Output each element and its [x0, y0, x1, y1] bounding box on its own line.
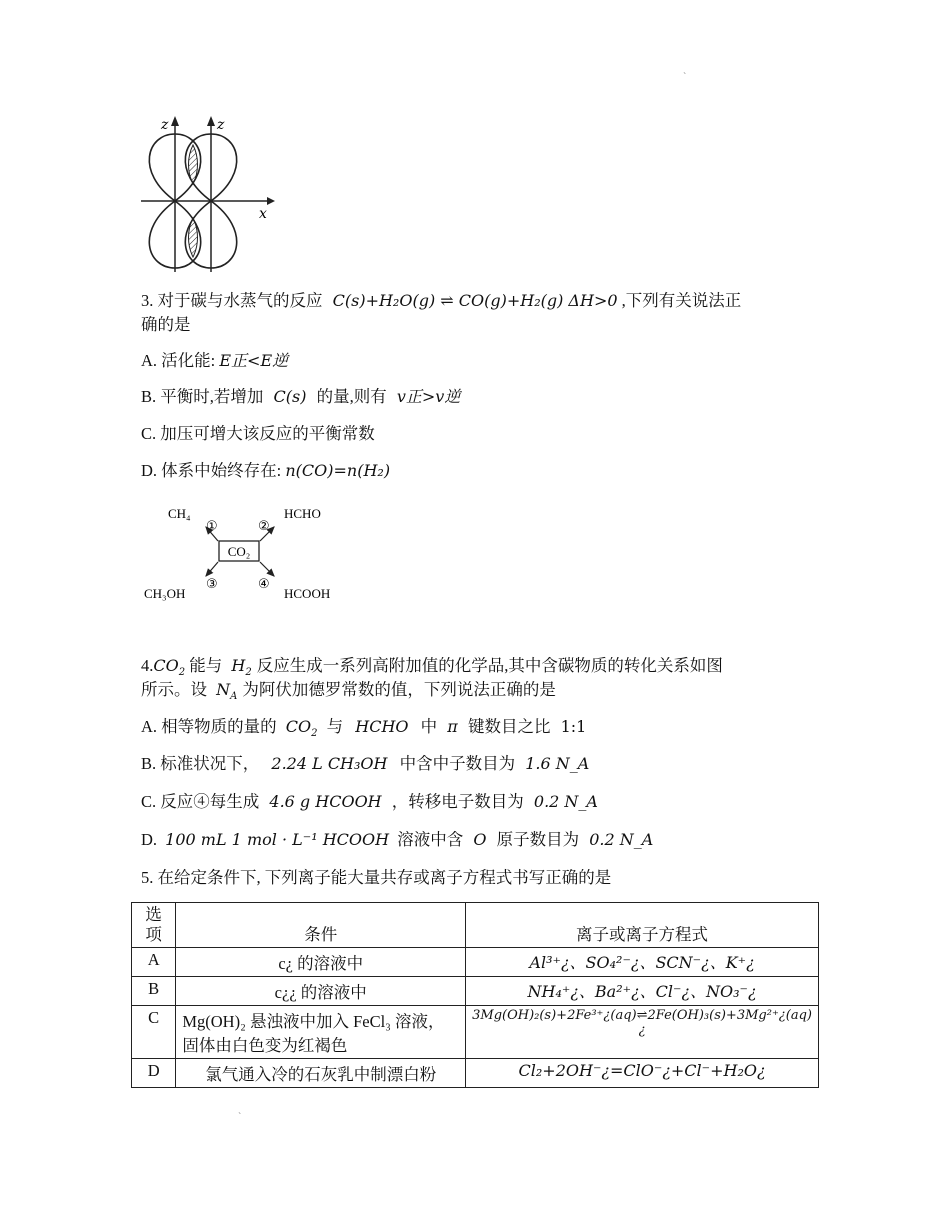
q5-options-table [131, 902, 819, 1088]
q3-option-a: A. 活化能: E正<E逆 [141, 351, 289, 370]
row-ions: Al³⁺¿、SO₄²⁻¿、SCN⁻¿、K⁺¿ [466, 948, 819, 977]
row-option: B [132, 977, 176, 1006]
header-option: 选项 [132, 903, 176, 948]
row-option: C [132, 1006, 176, 1059]
q3-equation: C(s)+H₂O(g) ⇌ CO(g)+H₂(g) ΔH>0 [332, 291, 618, 310]
row-option: A [132, 948, 176, 977]
q3-stem-line2: 确的是 [141, 315, 191, 334]
q4-option-d: D. 100 mL 1 mol · L⁻¹ HCOOH 溶液中含 O 原子数目为 0.2 N_A [141, 830, 654, 849]
ch3oh-label: CH₃OH [144, 586, 186, 601]
q3-option-d: D. 体系中始终存在: n(CO)=n(H₂) [141, 461, 391, 480]
stray-mark: ` [683, 72, 687, 83]
step-2: ② [258, 519, 270, 534]
z-label-right: z [217, 117, 225, 133]
co2-conversion-diagram [138, 500, 348, 608]
row-condition: c¿ 的溶液中 [176, 948, 466, 977]
q3-option-b: B. 平衡时,若增加 C(s) 的量,则有 v正>v逆 [141, 387, 461, 406]
row-condition: c¿¿ 的溶液中 [176, 977, 466, 1006]
table-row [132, 977, 819, 1006]
q4-option-c: C. 反应④每生成 4.6 g HCOOH ，转移电子数目为 0.2 N_A [141, 792, 598, 811]
stray-mark: ` [238, 1112, 242, 1123]
q4-option-b: B. 标准状况下， 2.24 L CH₃OH 中含中子数目为 1.6 N_A [141, 754, 590, 773]
q5-stem: 5. 在给定条件下, 下列离子能大量共存或离子方程式书写正确的是 [141, 868, 612, 887]
table-row [132, 1006, 819, 1059]
x-label: x [259, 206, 267, 222]
row-condition: 氯气通入冷的石灰乳中制漂白粉 [176, 1059, 466, 1088]
hcho-label: HCHO [284, 506, 321, 521]
table-header-row [132, 903, 819, 948]
q4-option-a: A. 相等物质的量的 $CO_2$ 与 HCHO 中 π 键数目之比 1:1 [141, 717, 587, 740]
step-1: ① [206, 519, 218, 534]
q3-option-c: C. 加压可增大该反应的平衡常数 [141, 424, 375, 443]
row-ions: Cl₂+2OH⁻¿=ClO⁻¿+Cl⁻+H₂O¿ [466, 1059, 819, 1088]
row-condition: Mg(OH)₂ 悬浊液中加入 FeCl₃ 溶液，固体由白色变为红褐色 [176, 1006, 466, 1059]
row-ions: NH₄⁺¿、Ba²⁺¿、Cl⁻¿、NO₃⁻¿ [466, 977, 819, 1006]
hcooh-label: HCOOH [284, 586, 331, 601]
header-ions: 离子或离子方程式 [466, 903, 819, 948]
ch4-label: CH₄ [168, 506, 191, 521]
q4-stem-line1: $4.CO_2$ 能与 $H_2$ 反应生成一系列高附加值的化学品,其中含碳物质的转化关系如图 [141, 656, 723, 679]
q3-stem-line1: 3. 对于碳与水蒸气的反应 C(s)+H₂O(g) ⇌ CO(g)+H₂(g) ΔH>0 ,下列有关说法正 [141, 291, 742, 310]
p-orbital-overlap-figure [135, 112, 285, 274]
step-3: ③ [206, 577, 218, 592]
row-option: D [132, 1059, 176, 1088]
table-row [132, 948, 819, 977]
z-label-left: z [161, 117, 169, 133]
q4-stem-line2: 所示。设 $N_A$ 为阿伏加德罗常数的值，下列说法正确的是 [141, 680, 556, 703]
table-row [132, 1059, 819, 1088]
co2-label: CO₂ [227, 544, 251, 559]
header-condition: 条件 [176, 903, 466, 948]
step-4: ④ [258, 577, 270, 592]
row-ions: 3Mg(OH)₂(s)+2Fe³⁺¿(aq)⇌2Fe(OH)₃(s)+3Mg²⁺¿(aq)¿ [466, 1006, 819, 1059]
